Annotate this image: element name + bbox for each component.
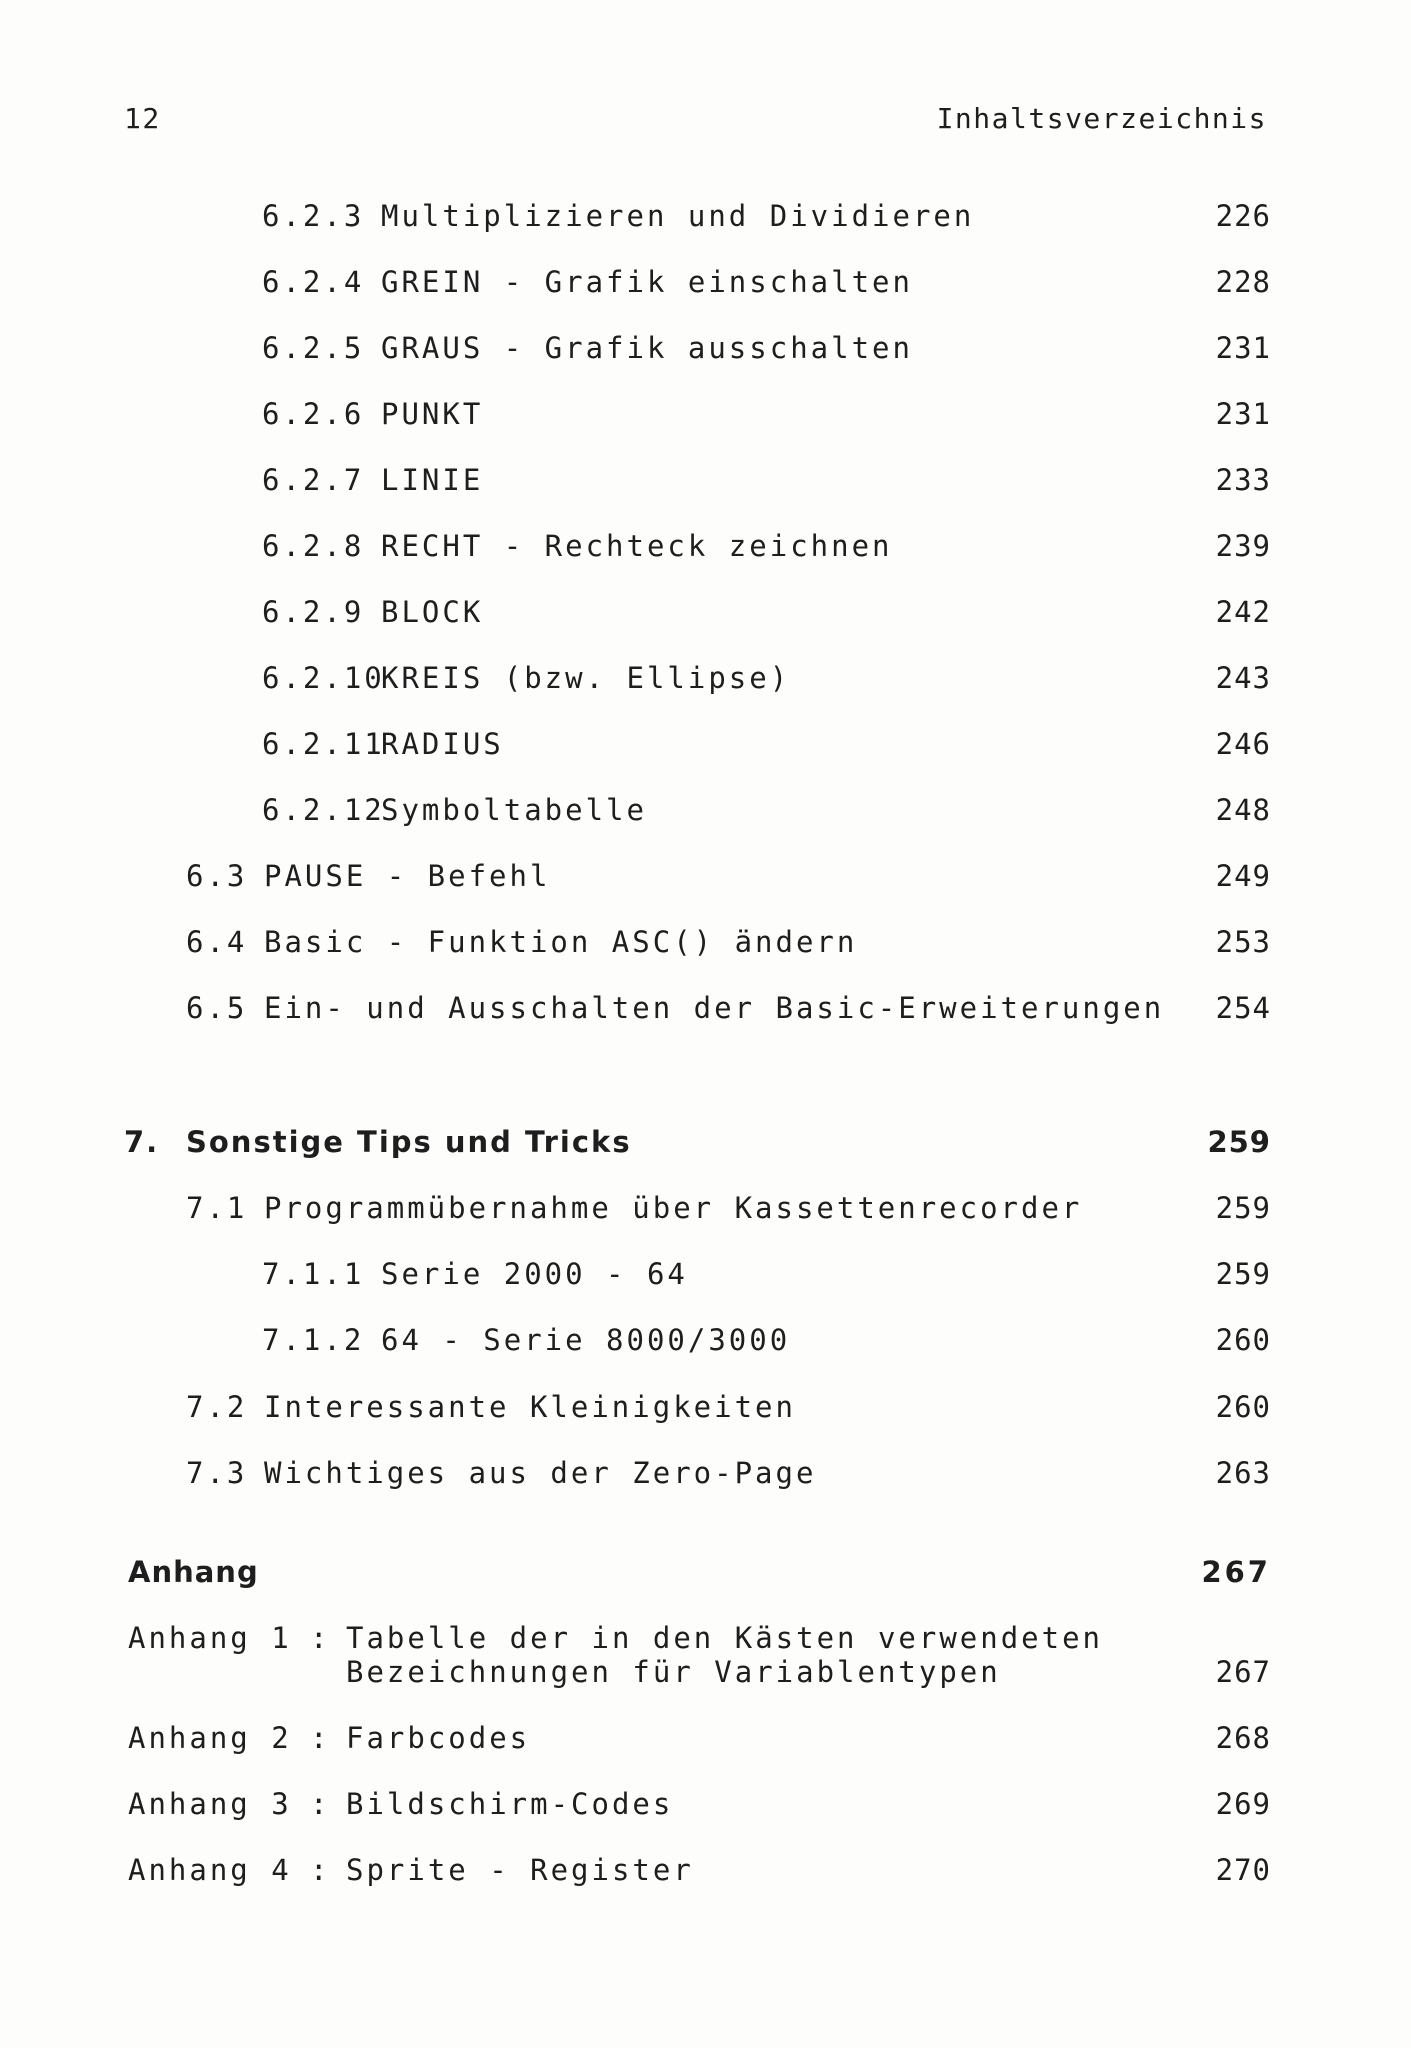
appendix-page: 267 <box>1215 1655 1271 1689</box>
appendix-colon: : <box>310 1787 331 1821</box>
toc-entry-title: Interessante Kleinigkeiten <box>264 1390 796 1424</box>
toc-entry-title: 64 - Serie 8000/3000 <box>381 1323 791 1357</box>
toc-entry-title: KREIS (bzw. Ellipse) <box>381 661 791 695</box>
toc-entry-title: Multiplizieren und Dividieren <box>381 199 975 233</box>
toc-entry-number: 6.2.4 <box>262 265 365 299</box>
toc-entry-page: 231 <box>1215 331 1271 365</box>
toc-entry-number: 6.2.7 <box>262 463 365 497</box>
appendix-title: Bildschirm-Codes <box>346 1787 674 1821</box>
toc-entry-page: 259 <box>1215 1257 1271 1291</box>
toc-entry-number: 7.1.2 <box>262 1323 365 1357</box>
toc-entry-number: 6.2.5 <box>262 331 365 365</box>
toc-chapter-number: 7. <box>124 1125 160 1159</box>
toc-entry-title: Wichtiges aus der Zero-Page <box>264 1456 817 1490</box>
appendix-colon: : <box>310 1621 331 1655</box>
toc-entry-page: 246 <box>1215 727 1271 761</box>
toc-entry-number: 6.2.10 <box>262 661 385 695</box>
toc-entry-page: 242 <box>1215 595 1271 629</box>
toc-entry-page: 249 <box>1215 859 1271 893</box>
appendix-colon: : <box>310 1853 331 1887</box>
appendix-title-continued: Bezeichnungen für Variablentypen <box>346 1655 1001 1689</box>
toc-entry-title: BLOCK <box>381 595 484 629</box>
toc-entry-page: 233 <box>1215 463 1271 497</box>
toc-entry-page: 259 <box>1215 1191 1271 1225</box>
toc-entry-page: 263 <box>1215 1456 1271 1490</box>
toc-chapter-title: Sonstige Tips und Tricks <box>186 1125 632 1159</box>
toc-entry-title: PAUSE - Befehl <box>264 859 551 893</box>
toc-entry-number: 7.1 <box>186 1191 248 1225</box>
appendix-page: 270 <box>1215 1853 1271 1887</box>
toc-entry-number: 7.3 <box>186 1456 248 1490</box>
toc-entry-title: Basic - Funktion ASC() ändern <box>264 925 858 959</box>
toc-entry-number: 7.1.1 <box>262 1257 365 1291</box>
toc-entry-title: Programmübernahme über Kassettenrecorder <box>264 1191 1083 1225</box>
toc-entry-title: Serie 2000 - 64 <box>381 1257 688 1291</box>
appendix-label: Anhang 4 <box>128 1853 292 1887</box>
toc-entry-number: 6.3 <box>186 859 248 893</box>
toc-entry-page: 231 <box>1215 397 1271 431</box>
toc-chapter-page: 259 <box>1207 1125 1271 1159</box>
appendix-title: Farbcodes <box>346 1721 531 1755</box>
toc-entry-title: GREIN - Grafik einschalten <box>381 265 913 299</box>
toc-entry-title: Ein- und Ausschalten der Basic-Erweiterungen <box>264 991 1165 1025</box>
toc-entry-title: LINIE <box>381 463 484 497</box>
toc-entry-page: 260 <box>1215 1323 1271 1357</box>
toc-entry-page: 243 <box>1215 661 1271 695</box>
toc-entry-number: 6.5 <box>186 991 248 1025</box>
running-title: Inhaltsverzeichnis <box>936 102 1267 135</box>
toc-entry-number: 6.2.8 <box>262 529 365 563</box>
toc-entry-title: GRAUS - Grafik ausschalten <box>381 331 913 365</box>
toc-entry-number: 6.2.6 <box>262 397 365 431</box>
toc-entry-page: 260 <box>1215 1390 1271 1424</box>
toc-entry-page: 226 <box>1215 199 1271 233</box>
toc-entry-number: 6.4 <box>186 925 248 959</box>
toc-entry-title: Symboltabelle <box>381 793 647 827</box>
toc-entry-page: 239 <box>1215 529 1271 563</box>
appendix-title: Tabelle der in den Kästen verwendeten <box>346 1621 1104 1655</box>
toc-entry-title: RADIUS <box>381 727 504 761</box>
toc-entry-number: 6.2.9 <box>262 595 365 629</box>
appendix-title: Sprite - Register <box>346 1853 694 1887</box>
toc-entry-title: RECHT - Rechteck zeichnen <box>381 529 893 563</box>
appendix-label: Anhang 3 <box>128 1787 292 1821</box>
toc-entry-number: 6.2.12 <box>262 793 385 827</box>
toc-entry-title: PUNKT <box>381 397 484 431</box>
appendix-page: 268 <box>1215 1721 1271 1755</box>
appendix-colon: : <box>310 1721 331 1755</box>
toc-entry-page: 254 <box>1215 991 1271 1025</box>
toc-entry-number: 7.2 <box>186 1390 248 1424</box>
toc-entry-page: 228 <box>1215 265 1271 299</box>
toc-entry-page: 253 <box>1215 925 1271 959</box>
appendix-label: Anhang 2 <box>128 1721 292 1755</box>
toc-entry-number: 6.2.11 <box>262 727 385 761</box>
toc-entry-page: 248 <box>1215 793 1271 827</box>
toc-entry-number: 6.2.3 <box>262 199 365 233</box>
appendix-label: Anhang 1 <box>128 1621 292 1655</box>
appendix-page: 269 <box>1215 1787 1271 1821</box>
appendix-heading-page: 267 <box>1201 1555 1271 1589</box>
appendix-heading: Anhang <box>128 1555 259 1589</box>
page-number: 12 <box>124 102 161 135</box>
